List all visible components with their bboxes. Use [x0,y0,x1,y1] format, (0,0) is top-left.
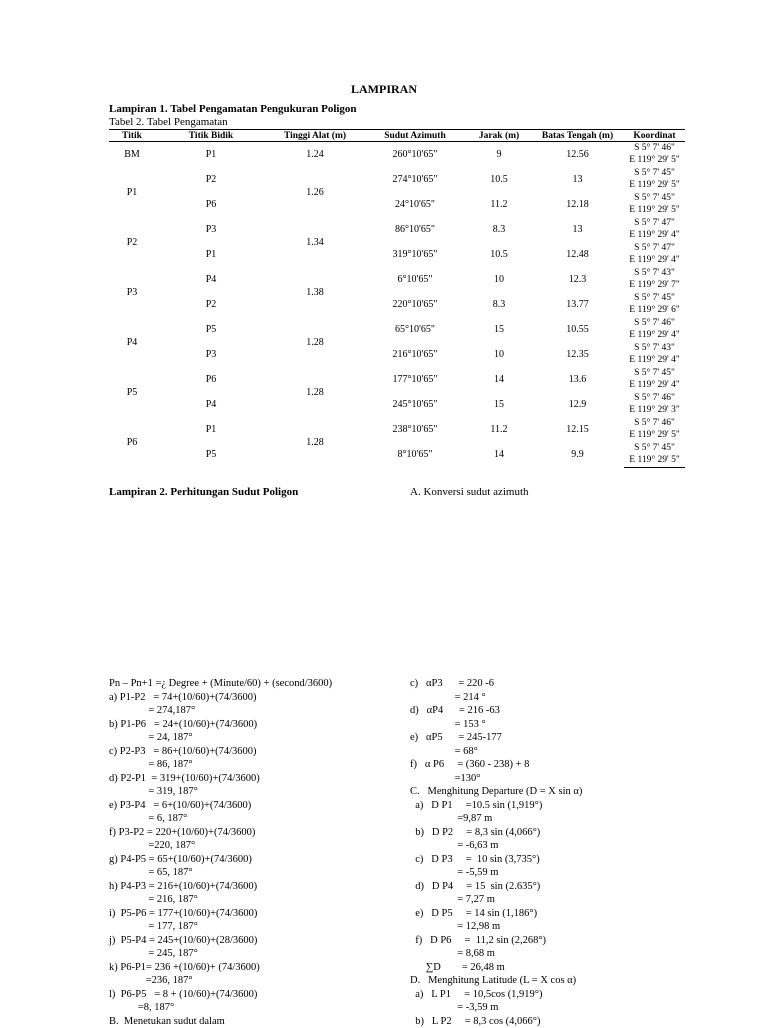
coordinate-line: E 119° 29' 4" [624,355,685,367]
koordinat-cell [624,292,685,317]
coordinate-line: E 119° 29' 4" [624,230,685,242]
page-title: LAMPIRAN [0,82,768,97]
coordinate-line: S 5° 7' 46" [624,418,685,430]
titik-cell: P1 [109,167,155,217]
koordinat-cell [624,367,685,392]
calc-line: a) D P1 =10.5 sin (1,919°) [410,799,582,813]
calc-line: = 86, 187° [109,758,332,772]
batas-tengah-cell: 12.48 [531,242,624,267]
coordinate-line: E 119° 29' 5" [624,455,685,467]
sudut-azimuth-cell: 220°10'65" [363,292,467,317]
titik-bidik-cell: P1 [155,142,267,168]
calc-line: g) P4-P5 = 65+(10/60)+(74/3600) [109,853,332,867]
calc-line: e) P3-P4 = 6+(10/60)+(74/3600) [109,799,332,813]
calc-line: b) D P2 = 8,3 sin (4,066°) [410,826,582,840]
coordinate-line: S 5° 7' 45" [624,168,685,180]
column-header: Titik [109,130,155,142]
tinggi-alat-cell: 1.28 [267,417,363,468]
calc-line: D. Menghitung Latitude (L = X cos α) [410,974,582,988]
jarak-cell: 10 [467,342,531,367]
column-header: Tinggi Alat (m) [267,130,363,142]
azimuth-conversion-list [109,677,332,1028]
sudut-azimuth-cell: 86°10'65" [363,217,467,242]
coordinate-line: S 5° 7' 45" [624,293,685,305]
coordinate-line: S 5° 7' 46" [624,143,685,155]
koordinat-cell [624,317,685,342]
jarak-cell: 10.5 [467,167,531,192]
calc-line: B. Menetukan sudut dalam [109,1015,332,1028]
calc-line: a) P1-P2 = 74+(10/60)+(74/3600) [109,691,332,705]
sudut-azimuth-cell: 260°10'65" [363,142,467,168]
titik-bidik-cell: P1 [155,417,267,442]
jarak-cell: 10 [467,267,531,292]
batas-tengah-cell: 12.3 [531,267,624,292]
table-row [109,367,685,392]
column-header: Batas Tengah (m) [531,130,624,142]
tinggi-alat-cell: 1.38 [267,267,363,317]
table-row [109,442,685,468]
titik-cell: P5 [109,367,155,417]
jarak-cell: 15 [467,392,531,417]
coordinate-line: S 5° 7' 46" [624,318,685,330]
titik-bidik-cell: P3 [155,217,267,242]
calc-line: ∑D = 26,48 m [410,961,582,975]
sudut-azimuth-cell: 274°10'65" [363,167,467,192]
sudut-azimuth-cell: 177°10'65" [363,367,467,392]
sudut-azimuth-cell: 319°10'65" [363,242,467,267]
coordinate-line: S 5° 7' 43" [624,343,685,355]
table-row [109,142,685,168]
calc-line: = 8,68 m [410,947,582,961]
jarak-cell: 9 [467,142,531,168]
coordinate-line: E 119° 29' 7" [624,280,685,292]
table-row [109,267,685,292]
calc-line: l) P6-P5 = 8 + (10/60)+(74/3600) [109,988,332,1002]
calc-line: i) P5-P6 = 177+(10/60)+(74/3600) [109,907,332,921]
observation-table [109,129,685,468]
calc-line: = 7,27 m [410,893,582,907]
jarak-cell: 14 [467,442,531,468]
coordinate-line: E 119° 29' 3" [624,405,685,417]
calc-line: =236, 187° [109,974,332,988]
calc-line: Pn – Pn+1 =¿ Degree + (Minute/60) + (second/3600) [109,677,332,691]
sudut-azimuth-cell: 24°10'65" [363,192,467,217]
column-header: Jarak (m) [467,130,531,142]
calc-line: = -3,59 m [410,1001,582,1015]
koordinat-cell [624,392,685,417]
coordinate-line: S 5° 7' 43" [624,268,685,280]
calc-line: = 6, 187° [109,812,332,826]
sudut-azimuth-cell: 8°10'65" [363,442,467,468]
calc-line: = 216, 187° [109,893,332,907]
coordinate-line: E 119° 29' 5" [624,430,685,442]
calc-line: b) L P2 = 8,3 cos (4,066°) [410,1015,582,1028]
sudut-azimuth-cell: 65°10'65" [363,317,467,342]
jarak-cell: 8.3 [467,292,531,317]
sudut-azimuth-cell: 238°10'65" [363,417,467,442]
calc-line: = 24, 187° [109,731,332,745]
table-row [109,292,685,317]
sudut-azimuth-cell: 245°10'65" [363,392,467,417]
table-row [109,167,685,192]
titik-bidik-cell: P6 [155,367,267,392]
coordinate-line: S 5° 7' 45" [624,193,685,205]
calc-line: c) P2-P3 = 86+(10/60)+(74/3600) [109,745,332,759]
koordinat-cell [624,192,685,217]
lampiran1-heading: Lampiran 1. Tabel Pengamatan Pengukuran Poligon [109,103,357,115]
batas-tengah-cell: 13 [531,167,624,192]
jarak-cell: 15 [467,317,531,342]
jarak-cell: 8.3 [467,217,531,242]
batas-tengah-cell: 13.77 [531,292,624,317]
sudut-azimuth-cell: 216°10'65" [363,342,467,367]
titik-cell: BM [109,142,155,168]
titik-bidik-cell: P4 [155,392,267,417]
table-caption: Tabel 2. Tabel Pengamatan [109,116,228,128]
calc-line: h) P4-P3 = 216+(10/60)+(74/3600) [109,880,332,894]
calc-line: = 245, 187° [109,947,332,961]
calc-line: C. Menghitung Departure (D = X sin α) [410,785,582,799]
lampiran2-heading: Lampiran 2. Perhitungan Sudut Poligon [109,486,298,498]
tinggi-alat-cell: 1.26 [267,167,363,217]
coordinate-line: S 5° 7' 47" [624,218,685,230]
koordinat-cell [624,442,685,468]
calc-line: c) D P3 = 10 sin (3,735°) [410,853,582,867]
table-header-row [109,130,685,142]
titik-bidik-cell: P2 [155,167,267,192]
jarak-cell: 11.2 [467,192,531,217]
jarak-cell: 10.5 [467,242,531,267]
jarak-cell: 14 [467,367,531,392]
calc-line: = -5,59 m [410,866,582,880]
coordinate-line: S 5° 7' 46" [624,393,685,405]
calc-line: =9,87 m [410,812,582,826]
batas-tengah-cell: 12.56 [531,142,624,168]
calc-line: k) P6-P1= 236 +(10/60)+ (74/3600) [109,961,332,975]
koordinat-cell [624,242,685,267]
column-header: Sudut Azimuth [363,130,467,142]
column-header: Koordinat [624,130,685,142]
coordinate-line: E 119° 29' 4" [624,330,685,342]
koordinat-cell [624,167,685,192]
table-row [109,392,685,417]
calc-line: d) D P4 = 15 sin (2.635°) [410,880,582,894]
sudut-azimuth-cell: 6°10'65" [363,267,467,292]
coordinate-line: S 5° 7' 47" [624,243,685,255]
titik-cell: P6 [109,417,155,468]
coordinate-line: E 119° 29' 5" [624,205,685,217]
table-row [109,317,685,342]
titik-bidik-cell: P6 [155,192,267,217]
table-body [109,142,685,468]
coordinate-line: E 119° 29' 6" [624,305,685,317]
titik-bidik-cell: P4 [155,267,267,292]
tinggi-alat-cell: 1.34 [267,217,363,267]
calc-line: f) D P6 = 11,2 sin (2,268°) [410,934,582,948]
koordinat-cell [624,217,685,242]
batas-tengah-cell: 10.55 [531,317,624,342]
koordinat-cell [624,142,685,168]
titik-bidik-cell: P5 [155,442,267,468]
batas-tengah-cell: 13 [531,217,624,242]
calc-line: = 214 ° [410,691,582,705]
calc-line: = -6,63 m [410,839,582,853]
calc-line: = 153 ° [410,718,582,732]
coordinate-line: E 119° 29' 4" [624,380,685,392]
calc-line: b) P1-P6 = 24+(10/60)+(74/3600) [109,718,332,732]
calc-line: = 68° [410,745,582,759]
calc-line: = 177, 187° [109,920,332,934]
batas-tengah-cell: 12.15 [531,417,624,442]
calc-line: = 12,98 m [410,920,582,934]
batas-tengah-cell: 12.9 [531,392,624,417]
calc-line: = 319, 187° [109,785,332,799]
table-row [109,217,685,242]
batas-tengah-cell: 9.9 [531,442,624,468]
column-header: Titik Bidik [155,130,267,142]
calc-line: f) α P6 = (360 - 238) + 8 [410,758,582,772]
calc-line: =8, 187° [109,1001,332,1015]
titik-bidik-cell: P1 [155,242,267,267]
section-a-heading: A. Konversi sudut azimuth [410,486,529,498]
koordinat-cell [624,417,685,442]
table-row [109,192,685,217]
calc-line: =130° [410,772,582,786]
koordinat-cell [624,267,685,292]
table-row [109,342,685,367]
titik-cell: P4 [109,317,155,367]
calc-line: d) αP4 = 216 -63 [410,704,582,718]
calc-line: =220, 187° [109,839,332,853]
titik-cell: P2 [109,217,155,267]
titik-bidik-cell: P5 [155,317,267,342]
calc-line: c) αP3 = 220 -6 [410,677,582,691]
calc-line: = 65, 187° [109,866,332,880]
tinggi-alat-cell: 1.24 [267,142,363,168]
coordinate-line: S 5° 7' 45" [624,368,685,380]
koordinat-cell [624,342,685,367]
calculation-list-right [410,677,582,1028]
batas-tengah-cell: 13.6 [531,367,624,392]
calc-line: a) L P1 = 10,5cos (1,919°) [410,988,582,1002]
batas-tengah-cell: 12.35 [531,342,624,367]
calc-line: e) αP5 = 245-177 [410,731,582,745]
coordinate-line: E 119° 29' 5" [624,180,685,192]
tinggi-alat-cell: 1.28 [267,317,363,367]
coordinate-line: S 5° 7' 45" [624,443,685,455]
titik-bidik-cell: P3 [155,342,267,367]
coordinate-line: E 119° 29' 4" [624,255,685,267]
batas-tengah-cell: 12.18 [531,192,624,217]
table-row [109,417,685,442]
calc-line: d) P2-P1 = 319+(10/60)+(74/3600) [109,772,332,786]
calc-line: f) P3-P2 = 220+(10/60)+(74/3600) [109,826,332,840]
tinggi-alat-cell: 1.28 [267,367,363,417]
jarak-cell: 11.2 [467,417,531,442]
titik-cell: P3 [109,267,155,317]
titik-bidik-cell: P2 [155,292,267,317]
calc-line: = 274,187° [109,704,332,718]
calc-line: j) P5-P4 = 245+(10/60)+(28/3600) [109,934,332,948]
calc-line: e) D P5 = 14 sin (1,186°) [410,907,582,921]
table-row [109,242,685,267]
coordinate-line: E 119° 29' 5" [624,155,685,167]
